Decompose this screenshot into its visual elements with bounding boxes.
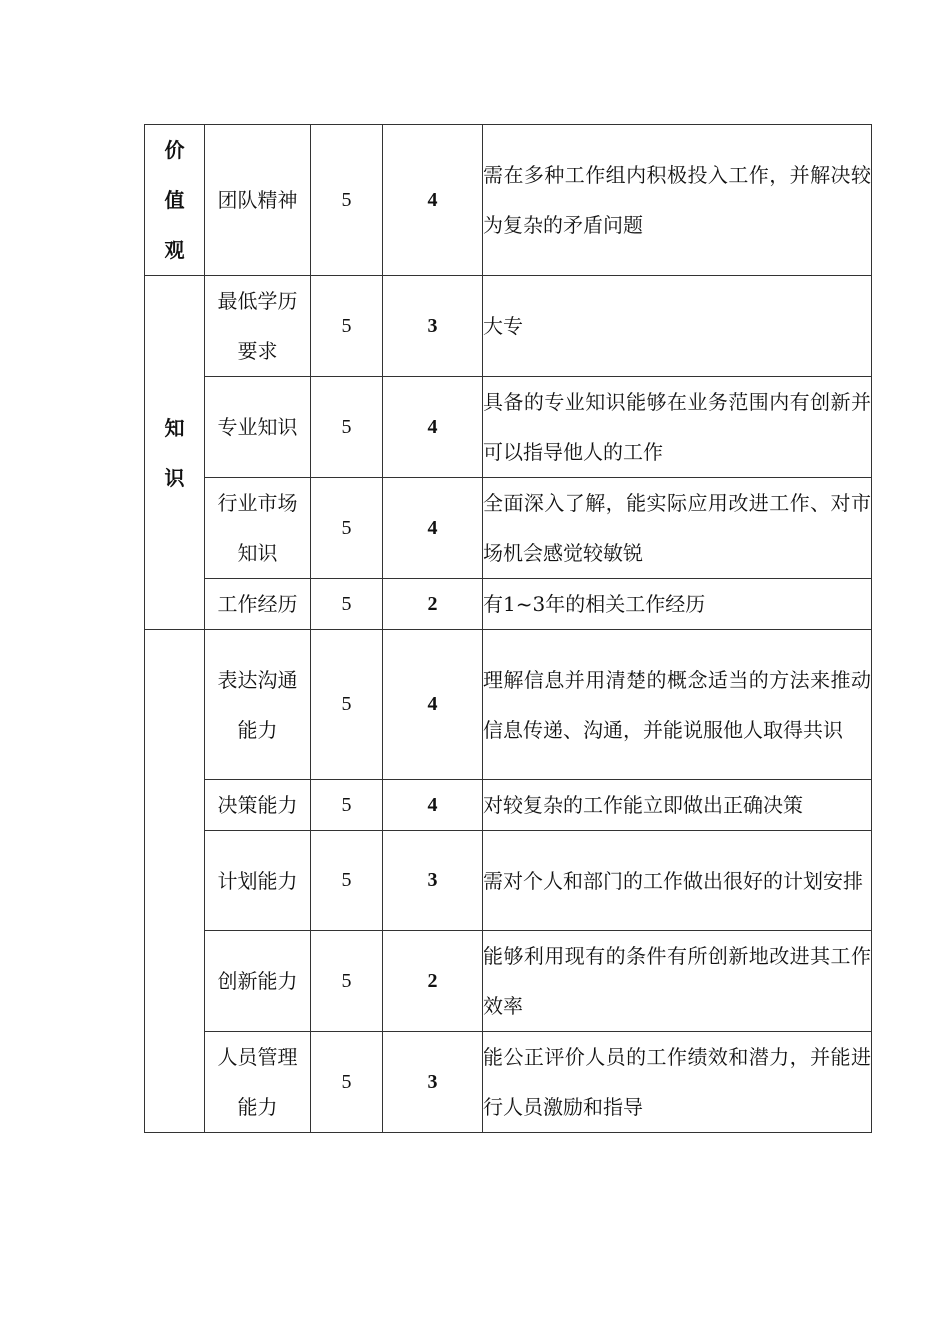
item-name: 团队精神 [205,125,311,276]
item-name: 人员管理能力 [205,1032,311,1133]
item-name: 专业知识 [205,377,311,478]
item-name: 表达沟通能力 [205,630,311,780]
full-score: 5 [311,579,383,630]
description: 全面深入了解，能实际应用改进工作、对市场机会感觉较敏锐 [483,478,872,579]
full-score: 5 [311,630,383,780]
description: 具备的专业知识能够在业务范围内有创新并可以指导他人的工作 [483,377,872,478]
full-score: 5 [311,276,383,377]
description: 大专 [483,276,872,377]
description: 对较复杂的工作能立即做出正确决策 [483,780,872,831]
table-row [145,125,872,276]
full-score: 5 [311,1032,383,1133]
full-score: 5 [311,478,383,579]
description: 能够利用现有的条件有所创新地改进其工作效率 [483,931,872,1032]
required-score: 3 [383,831,483,931]
required-score: 2 [383,931,483,1032]
table-row [145,276,872,377]
required-score: 4 [383,377,483,478]
category-cell [145,630,205,1133]
required-score: 3 [383,276,483,377]
table-row [145,579,872,630]
table-row [145,1032,872,1133]
table-row [145,478,872,579]
full-score: 5 [311,780,383,831]
full-score: 5 [311,931,383,1032]
table-row [145,831,872,931]
item-name: 工作经历 [205,579,311,630]
item-name: 最低学历要求 [205,276,311,377]
table-row [145,931,872,1032]
required-score: 4 [383,478,483,579]
item-name: 行业市场知识 [205,478,311,579]
category-label: 知识 [164,415,185,490]
item-name: 决策能力 [205,780,311,831]
description: 需对个人和部门的工作做出很好的计划安排 [483,831,872,931]
required-score: 4 [383,630,483,780]
description: 需在多种工作组内积极投入工作，并解决较为复杂的矛盾问题 [483,125,872,276]
category-cell [145,125,205,276]
required-score: 4 [383,780,483,831]
description: 能公正评价人员的工作绩效和潜力，并能进行人员激励和指导 [483,1032,872,1133]
competency-table [144,124,872,1133]
category-label: 价值观 [164,138,185,262]
category-cell [145,276,205,630]
description: 有1~3年的相关工作经历 [483,579,872,630]
table-row [145,780,872,831]
item-name: 创新能力 [205,931,311,1032]
required-score: 4 [383,125,483,276]
full-score: 5 [311,831,383,931]
full-score: 5 [311,377,383,478]
full-score: 5 [311,125,383,276]
table-row [145,377,872,478]
required-score: 2 [383,579,483,630]
description: 理解信息并用清楚的概念适当的方法来推动信息传递、沟通，并能说服他人取得共识 [483,630,872,780]
table-row [145,630,872,780]
item-name: 计划能力 [205,831,311,931]
required-score: 3 [383,1032,483,1133]
